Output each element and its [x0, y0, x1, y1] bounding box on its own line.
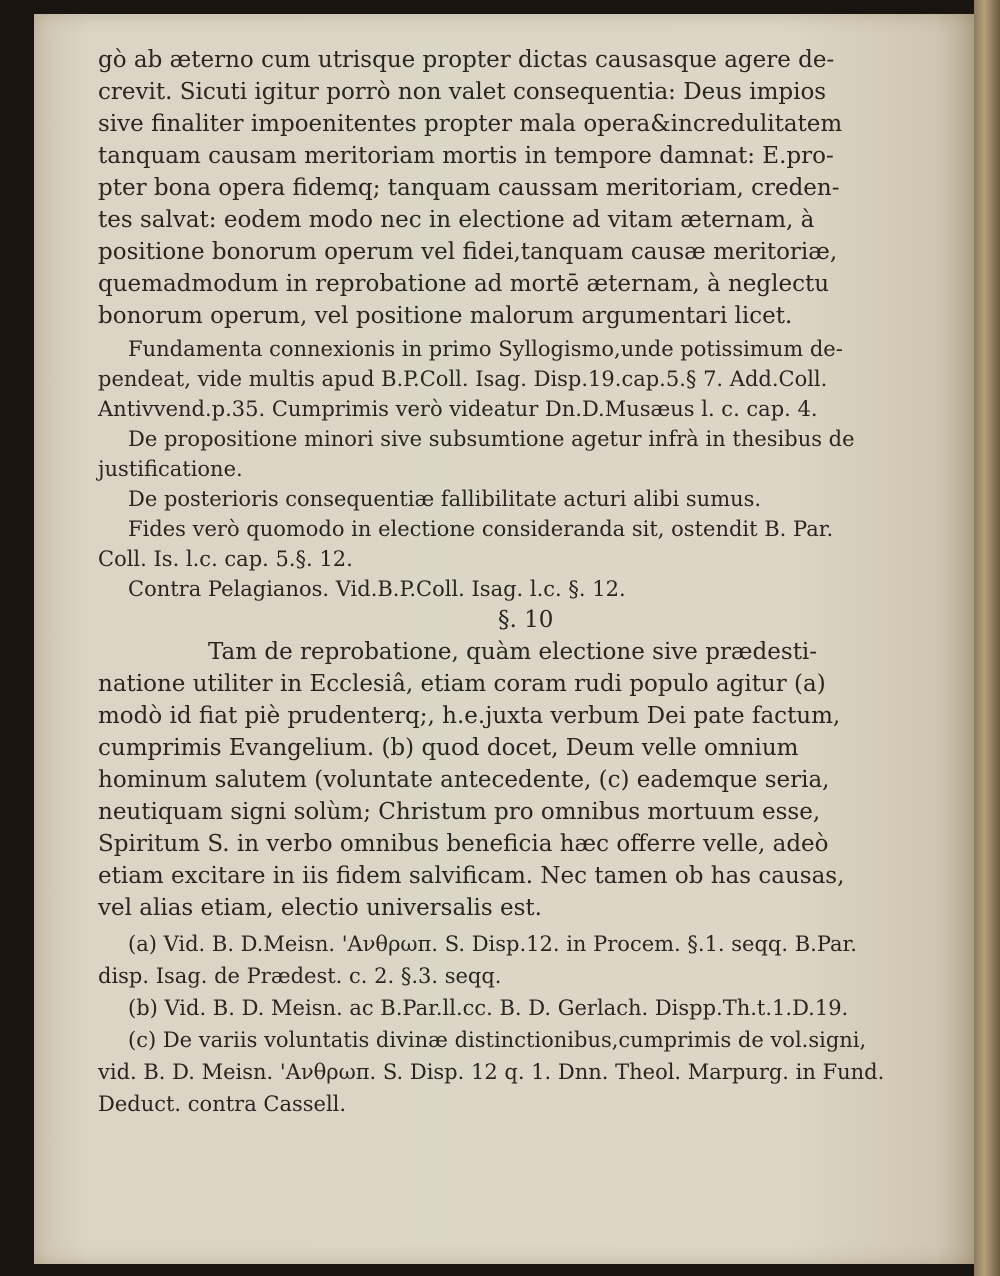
footnote-line: disp. Isag. de Prædest. c. 2. §.3. seqq.: [98, 964, 502, 988]
annotation-line: De posterioris consequentiæ fallibilitate acturi alibi sumus.: [128, 487, 762, 511]
text-line: positione bonorum operum vel fidei,tanquam causæ meritoriæ,: [98, 239, 838, 265]
footnotes: [98, 928, 950, 1120]
text-line: sive finaliter impoenitentes propter mala opera&incredulitatem: [98, 111, 843, 137]
annotations-block: [98, 334, 950, 604]
book-page-edge: [974, 0, 1000, 1276]
text-line: hominum salutem (voluntate antecedente, (c) eademque seria,: [98, 767, 830, 793]
text-line: natione utiliter in Ecclesiâ, etiam coram rudi populo agitur (a): [98, 671, 826, 697]
text-line: pter bona opera fidemq; tanquam caussam meritoriam, creden-: [98, 175, 840, 201]
section-paragraph: [98, 636, 950, 924]
footnote-line: vid. B. D. Meisn. 'Ανθρωπ. S. Disp. 12 q. 1. Dnn. Theol. Marpurg. in Fund.: [98, 1060, 885, 1084]
footnote-line: Deduct. contra Cassell.: [98, 1092, 347, 1116]
text-line: bonorum operum, vel positione malorum argumentari licet.: [98, 303, 793, 329]
text-line: quemadmodum in reprobatione ad mortē æternam, à neglectu: [98, 271, 830, 297]
text-line: tes salvat: eodem modo nec in electione ad vitam æternam, à: [98, 207, 815, 233]
text-line: tanquam causam meritoriam mortis in tempore damnat: E.pro-: [98, 143, 834, 169]
annotation-line: Coll. Is. l.c. cap. 5.§. 12.: [98, 547, 353, 571]
annotation-line: justificatione.: [98, 457, 243, 481]
text-line: crevit. Sicuti igitur porrò non valet consequentia: Deus impios: [98, 79, 827, 105]
text-line: vel alias etiam, electio universalis est.: [98, 895, 542, 921]
annotation-line: Contra Pelagianos. Vid.B.P.Coll. Isag. l.c. §. 12.: [128, 577, 626, 601]
text-line: Tam de reprobatione, quàm electione sive prædesti-: [208, 639, 818, 665]
text-line: modò id fiat piè prudenterq;, h.e.juxta verbum Dei pate factum,: [98, 703, 841, 729]
annotation-line: Fundamenta connexionis in primo Syllogismo,unde potissimum de-: [128, 337, 843, 361]
annotation-line: pendeat, vide multis apud B.P.Coll. Isag. Disp.19.cap.5.§ 7. Add.Coll.: [98, 367, 828, 391]
annotation-line: De propositione minori sive subsumtione agetur infrà in thesibus de: [128, 427, 855, 451]
text-line: gò ab æterno cum utrisque propter dictas causasque agere de-: [98, 47, 835, 73]
footnote-line: (a) Vid. B. D.Meisn. 'Ανθρωπ. S. Disp.12. in Procem. §.1. seqq. B.Par.: [128, 932, 857, 956]
section-number: §. 10: [498, 607, 554, 633]
footnote-line: (b) Vid. B. D. Meisn. ac B.Par.ll.cc. B. D. Gerlach. Dispp.Th.t.1.D.19.: [128, 996, 849, 1020]
annotation-line: Fides verò quomodo in electione consideranda sit, ostendit B. Par.: [128, 517, 834, 541]
annotation-line: Antivvend.p.35. Cumprimis verò videatur Dn.D.Musæus l. c. cap. 4.: [98, 397, 818, 421]
text-line: cumprimis Evangelium. (b) quod docet, Deum velle omnium: [98, 735, 799, 761]
text-line: etiam excitare in iis fidem salvificam. Nec tamen ob has causas,: [98, 863, 845, 889]
text-line: neutiquam signi solùm; Christum pro omnibus mortuum esse,: [98, 799, 821, 825]
text-line: Spiritum S. in verbo omnibus beneficia hæc offerre velle, adeò: [98, 831, 829, 857]
footnote-line: (c) De variis voluntatis divinæ distinctionibus,cumprimis de vol.signi,: [128, 1028, 867, 1052]
main-paragraph: [98, 44, 950, 332]
page-text: [98, 44, 950, 1120]
